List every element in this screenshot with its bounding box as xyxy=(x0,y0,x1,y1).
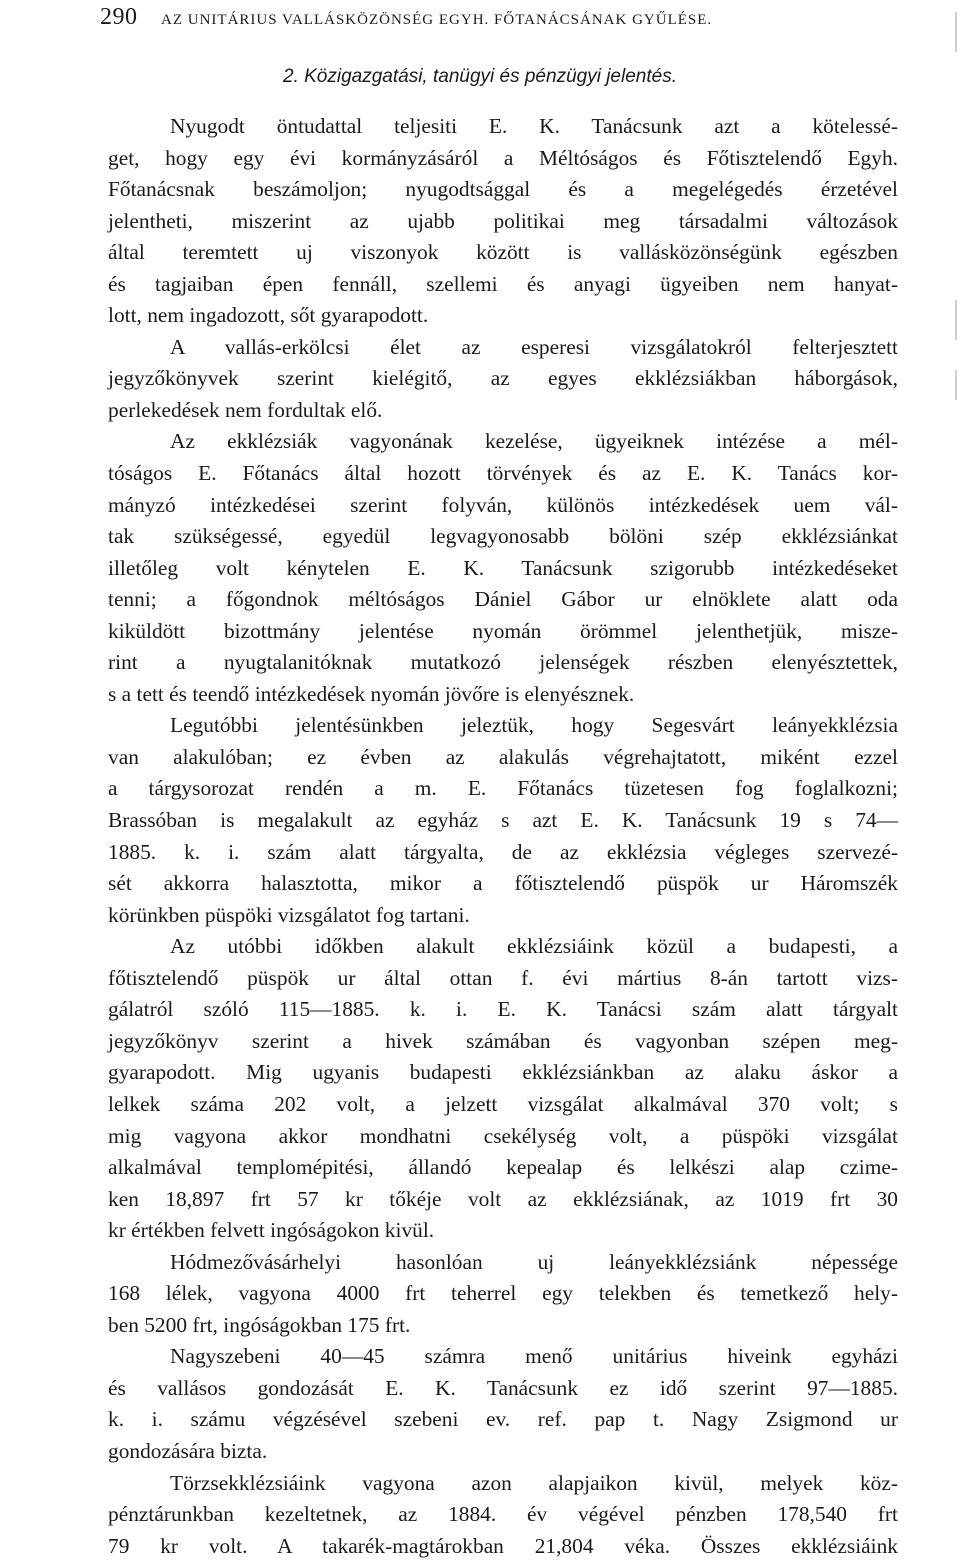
text-line: főtisztelendő püspök ur által ottan f. évi mártius 8-án tartott vizs- xyxy=(108,965,898,990)
text-line: perlekedések nem fordultak elő. xyxy=(108,397,383,422)
text-line: Nagyszebeni 40—45 számra menő unitárius hiveink egyházi xyxy=(170,1344,898,1369)
text-line: 168 lélek, vagyona 4000 frt teherrel egy telekben és temetkező hely- xyxy=(108,1281,898,1306)
text-line: tóságos E. Főtanács által hozott törvények és az E. K. Tanács kor- xyxy=(108,461,898,486)
text-line: tenni; a főgondnok méltóságos Dániel Gábor ur elnöklete alatt oda xyxy=(108,587,898,612)
text-line: Az utóbbi időkben alakult ekklézsiáink közül a budapesti, a xyxy=(170,934,898,959)
text-line: Legutóbbi jelentésünkben jeleztük, hogy Segesvárt leányekklézsia xyxy=(170,713,898,738)
text-line: lott, nem ingadozott, sőt gyarapodott. xyxy=(108,303,429,328)
text-line: kiküldött bizottmány jelentése nyomán örömmel jelenthetjük, misze- xyxy=(108,618,898,643)
text-line: ken 18,897 frt 57 kr tőkéje volt az ekklézsiának, az 1019 frt 30 xyxy=(108,1186,898,1211)
text-line: Nyugodt öntudattal teljesiti E. K. Tanácsunk azt a kötelessé- xyxy=(170,114,898,138)
text-line: van alakulóban; ez évben az alakulás végrehajtatott, miként ezzel xyxy=(108,744,898,769)
text-line: 1885. k. i. szám alatt tárgyalta, de az ekklézsia végleges szervezé- xyxy=(108,839,898,864)
text-line: Hódmezővásárhelyi hasonlóan uj leányekklézsiánk népessége xyxy=(170,1249,898,1274)
text-line: Főtanácsnak beszámoljon; nyugodtsággal és a megelégedés érzetével xyxy=(108,177,898,202)
text-line: jegyzőkönyvek szerint kielégitő, az egyes ekklézsiákban háborgások, xyxy=(108,366,898,391)
text-line: jelentheti, miszerint az ujabb politikai meg társadalmi változások xyxy=(108,208,898,233)
page-edge-line xyxy=(955,12,957,52)
text-line: illetőleg volt kénytelen E. K. Tanácsunk szigorubb intézkedéseket xyxy=(108,555,898,580)
page-number: 290 xyxy=(100,4,138,30)
text-line: Törzsekklézsiáink vagyona azon alapjaikon kivül, melyek köz- xyxy=(170,1470,898,1495)
text-line: jegyzőkönyv szerint a hivek számában és vagyonban szépen meg- xyxy=(108,1028,898,1053)
text-line: mányzó intézkedései szerint folyván, különös intézkedések uem vál- xyxy=(108,492,898,517)
text-line: alkalmával templomépitési, állandó kepealap és lelkészi alap czime- xyxy=(108,1155,898,1180)
text-line: ben 5200 frt, ingóságokban 175 frt. xyxy=(108,1312,411,1337)
text-line: által teremtett uj viszonyok között is vallásközönségünk egészben xyxy=(108,240,898,265)
text-line: Brassóban is megalakult az egyház s azt E. K. Tanácsunk 19 s 74— xyxy=(108,808,898,833)
text-line: körünkben püspöki vizsgálatot fog tartani. xyxy=(108,902,470,927)
body-text xyxy=(108,111,898,1562)
text-line: és tagjaiban épen fennáll, szellemi és anyagi ügyeiben nem hanyat- xyxy=(108,271,898,296)
text-line: gyarapodott. Mig ugyanis budapesti ekklézsiánkban az alaku áskor a xyxy=(108,1060,898,1085)
text-line: pénztárunkban kezeltetnek, az 1884. év végével pénzben 178,540 frt xyxy=(108,1502,898,1527)
text-line: mig vagyona akkor mondhatni csekélység volt, a püspöki vizsgálat xyxy=(108,1123,898,1148)
text-line: lelkek száma 202 volt, a jelzett vizsgálat alkalmával 370 volt; s xyxy=(108,1091,898,1116)
text-line: gondozására bizta. xyxy=(108,1438,268,1463)
text-line: a tárgysorozat rendén a m. E. Főtanács tüzetesen fog foglalkozni; xyxy=(108,776,898,801)
text-line: s a tett és teendő intézkedések nyomán jövőre is elenyésznek. xyxy=(108,681,635,706)
text-line: rint a nyugtalanitóknak mutatkozó jelenségek részben elenyésztettek, xyxy=(108,650,898,675)
text-line: tak szükségessé, egyedül legvagyonosabb bölöni szép ekklézsiánkat xyxy=(108,524,898,549)
text-line: get, hogy egy évi kormányzásáról a Méltóságos és Főtisztelendő Egyh. xyxy=(108,145,898,170)
text-line: Az ekklézsiák vagyonának kezelése, ügyeiknek intézése a mél- xyxy=(170,429,898,454)
page-edge-line xyxy=(955,370,957,400)
text-line: sét akkorra halasztotta, mikor a főtisztelendő püspök ur Háromszék xyxy=(108,871,898,896)
running-header xyxy=(100,4,930,34)
text-line: kr értékben felvett ingóságokon kivül. xyxy=(108,1218,435,1243)
text-line: A vallás-erkölcsi élet az esperesi vizsgálatokról felterjesztett xyxy=(170,334,898,359)
text-line: és vallásos gondozását E. K. Tanácsunk ez idő szerint 97—1885. xyxy=(108,1375,898,1400)
text-line: gálatról szóló 115—1885. k. i. E. K. Tanácsi szám alatt tárgyalt xyxy=(108,997,898,1022)
running-title: AZ UNITÁRIUS VALLÁSKÖZÖNSÉG EGYH. FŐTANÁCSÁNAK GYŰLÉSE. xyxy=(161,12,713,28)
text-line: k. i. számu végzésével szebeni ev. ref. pap t. Nagy Zsigmond ur xyxy=(108,1407,898,1432)
text-line: 79 kr volt. A takarék-magtárokban 21,804 véka. Összes ekklézsiáink xyxy=(108,1533,898,1558)
page-edge-line xyxy=(955,300,957,340)
section-title: 2. Közigazgatási, tanügyi és pénzügyi jelentés. xyxy=(283,66,677,87)
